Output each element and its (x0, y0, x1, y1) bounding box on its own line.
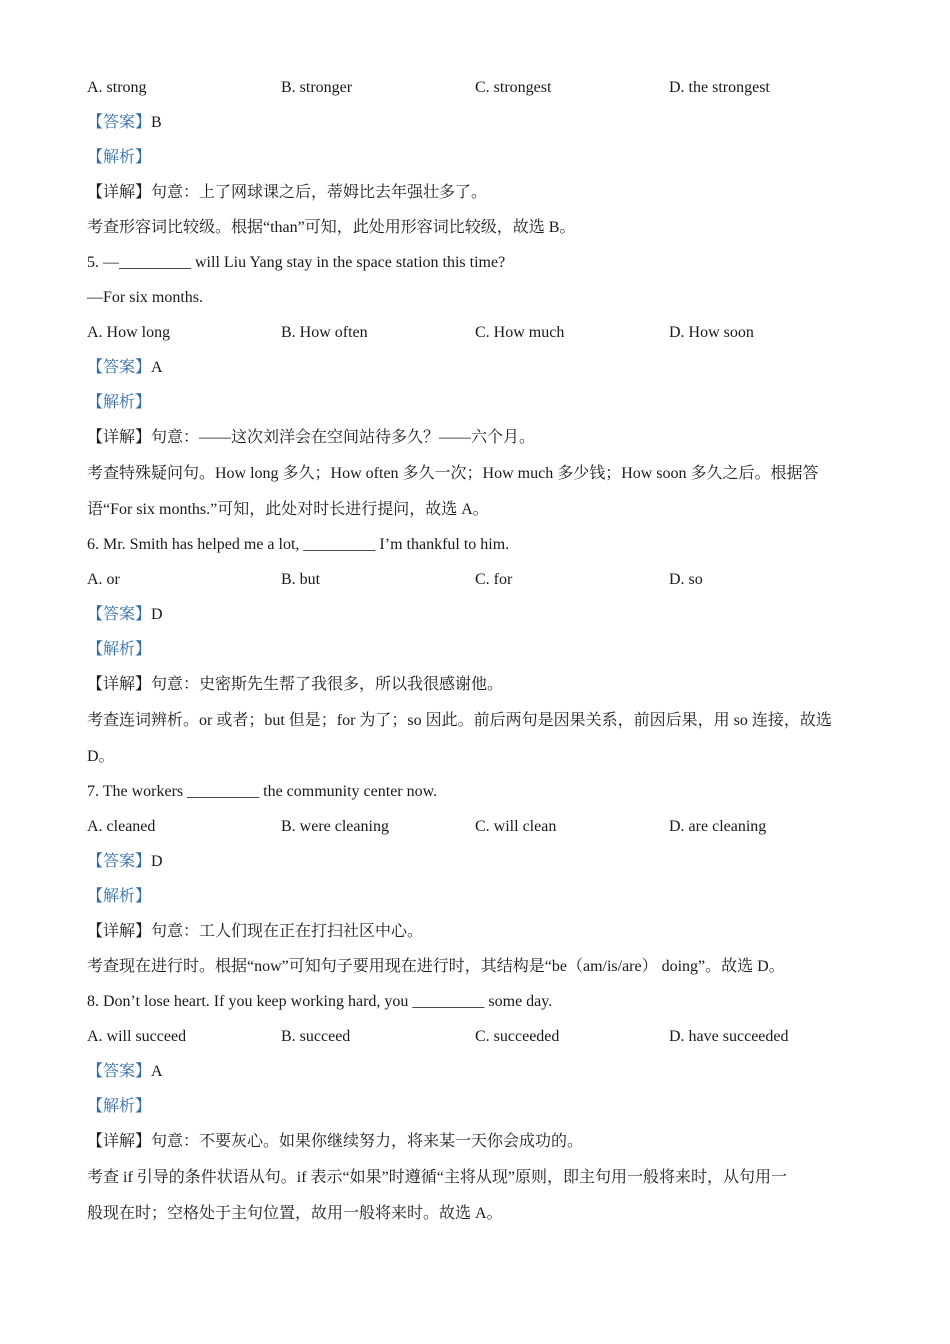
option-b: B. succeed (281, 1028, 351, 1045)
answer-label: 【答案】 (87, 114, 152, 131)
detail-q8: 【详解】句意：不要灰心。如果你继续努力，将来某一天你会成功的。 (87, 1133, 584, 1150)
explanation-q6-line2: D。 (87, 748, 115, 765)
answer-line-q4 (87, 105, 867, 140)
answer-value: D (151, 853, 163, 870)
explanation-q5-line1: 考查特殊疑问句。How long 多久；How often 多久一次；How much 多少钱；How soon 多久之后。根据答 (87, 465, 819, 482)
option-b: B. were cleaning (281, 818, 389, 835)
detail-q6: 【详解】句意：史密斯先生帮了我很多，所以我很感谢他。 (87, 676, 504, 693)
option-d: D. are cleaning (669, 818, 767, 835)
question-5-reply: —For six months. (87, 289, 204, 306)
option-a: A. strong (87, 79, 147, 96)
options-row-q5 (87, 315, 867, 350)
option-c: C. for (475, 571, 513, 588)
detail-q5: 【详解】句意：——这次刘洋会在空间站待多久？——六个月。 (87, 429, 536, 446)
answer-value: A (151, 359, 163, 376)
option-a: A. will succeed (87, 1028, 187, 1045)
option-c: C. How much (475, 324, 565, 341)
explanation-q4-line1: 考查形容词比较级。根据“than”可知，此处用形容词比较级，故选 B。 (87, 219, 576, 236)
option-b: B. but (281, 571, 321, 588)
option-c: C. will clean (475, 818, 557, 835)
answer-label: 【答案】 (87, 606, 152, 623)
explanation-q8-line1: 考查 if 引导的条件状语从句。if 表示“如果”时遵循“主将从现”原则，即主句用一般将来时，从句用一 (87, 1169, 787, 1186)
document-page (87, 70, 867, 1231)
detail-q4: 【详解】句意：上了网球课之后，蒂姆比去年强壮多了。 (87, 184, 488, 201)
analysis-label-q6: 【解析】 (87, 641, 152, 658)
option-b: B. How often (281, 324, 368, 341)
option-a: A. cleaned (87, 818, 156, 835)
analysis-label-q8: 【解析】 (87, 1098, 152, 1115)
answer-value: D (151, 606, 163, 623)
option-c: C. strongest (475, 79, 552, 96)
option-d: D. have succeeded (669, 1028, 789, 1045)
analysis-label-q5: 【解析】 (87, 394, 152, 411)
explanation-q5-line2: 语“For six months.”可知，此处对时长进行提问，故选 A。 (87, 501, 489, 518)
detail-q7: 【详解】句意：工人们现在正在打扫社区中心。 (87, 923, 424, 940)
question-6: 6. Mr. Smith has helped me a lot, _________ I’m thankful to him. (87, 536, 510, 553)
answer-line-q8 (87, 1054, 867, 1089)
question-5: 5. —_________ will Liu Yang stay in the space station this time? (87, 254, 506, 271)
answer-line-q5 (87, 350, 867, 385)
option-a: A. or (87, 571, 120, 588)
options-row-q6 (87, 562, 867, 597)
answer-value: B (151, 114, 162, 131)
answer-value: A (151, 1063, 163, 1080)
explanation-q8-line2: 般现在时；空格处于主句位置，故用一般将来时。故选 A。 (87, 1205, 503, 1222)
answer-line-q6 (87, 597, 867, 632)
answer-label: 【答案】 (87, 853, 152, 870)
option-a: A. How long (87, 324, 171, 341)
options-row-q8 (87, 1019, 867, 1054)
analysis-label-q7: 【解析】 (87, 888, 152, 905)
option-b: B. stronger (281, 79, 353, 96)
question-8: 8. Don’t lose heart. If you keep working hard, you _________ some day. (87, 993, 553, 1010)
analysis-label-q4: 【解析】 (87, 149, 152, 166)
explanation-q7-line1: 考查现在进行时。根据“now”可知句子要用现在进行时，其结构是“be（am/is/are） doing”。故选 D。 (87, 958, 785, 975)
option-d: D. How soon (669, 324, 754, 341)
answer-label: 【答案】 (87, 359, 152, 376)
answer-line-q7 (87, 844, 867, 879)
question-7: 7. The workers _________ the community center now. (87, 783, 438, 800)
explanation-q6-line1: 考查连词辨析。or 或者；but 但是；for 为了；so 因此。前后两句是因果关系，前因后果，用 so 连接，故选 (87, 712, 832, 729)
answer-label: 【答案】 (87, 1063, 152, 1080)
option-d: D. the strongest (669, 79, 770, 96)
option-d: D. so (669, 571, 703, 588)
options-row-q7 (87, 809, 867, 844)
option-c: C. succeeded (475, 1028, 560, 1045)
options-row-q4 (87, 70, 867, 105)
